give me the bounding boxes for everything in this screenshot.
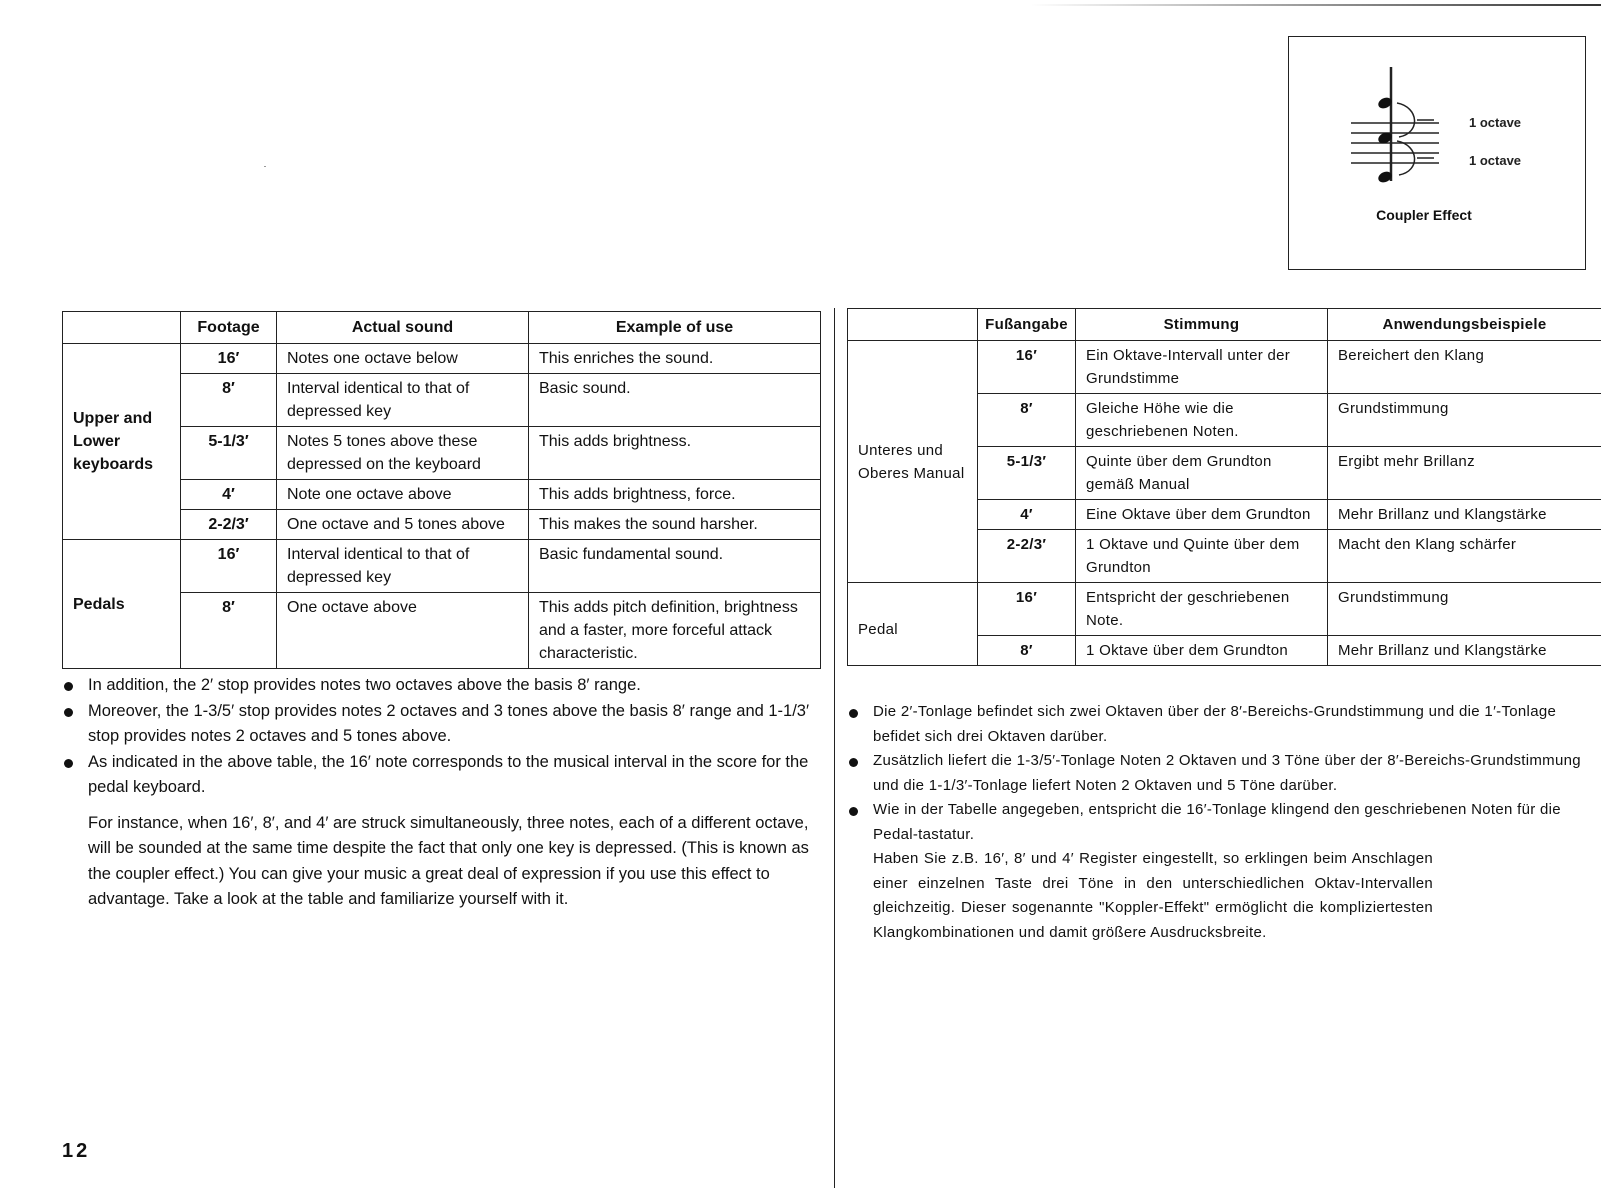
header-blank: [848, 309, 978, 341]
octave-label-upper: 1 octave: [1469, 115, 1522, 130]
list-item: Wie in der Tabelle angegeben, entspricht die 16′-Tonlage klingend den geschriebenen Noten für die Pedal-tastatur.: [847, 798, 1592, 847]
english-notes: [62, 673, 822, 913]
footage-cell: 5-1/3′: [181, 427, 277, 480]
sound-cell: Ein Oktave-Intervall unter der Grundstimme: [1076, 341, 1328, 394]
use-cell: This adds brightness, force.: [529, 480, 821, 510]
list-item: In addition, the 2′ stop provides notes two octaves above the basis 8′ range.: [62, 673, 822, 699]
use-cell: Grundstimmung: [1328, 394, 1601, 447]
footage-cell: 16′: [978, 583, 1076, 636]
use-cell: Bereichert den Klang: [1328, 341, 1601, 394]
footage-cell: 8′: [978, 636, 1076, 666]
header-example-of-use: Example of use: [529, 312, 821, 344]
sound-cell: One octave above: [277, 593, 529, 669]
header-stimmung: Stimmung: [1076, 309, 1328, 341]
footage-cell: 2-2/3′: [181, 510, 277, 540]
header-actual-sound: Actual sound: [277, 312, 529, 344]
page-edge-shadow: [1030, 4, 1601, 6]
table-row: [63, 344, 821, 374]
list-item: As indicated in the above table, the 16′ note corresponds to the musical interval in the score for the pedal keyboard.: [62, 750, 822, 801]
footage-cell: 16′: [978, 341, 1076, 394]
table-header-row: [848, 309, 1601, 341]
use-cell: Mehr Brillanz und Klangstärke: [1328, 500, 1601, 530]
use-cell: Mehr Brillanz und Klangstärke: [1328, 636, 1601, 666]
sound-cell: 1 Oktave und Quinte über dem Grundton: [1076, 530, 1328, 583]
sound-cell: Interval identical to that of depressed key: [277, 540, 529, 593]
english-stops-table: [62, 311, 821, 669]
coupler-explanation-paragraph: For instance, when 16′, 8′, and 4′ are struck simultaneously, three notes, each of a different octave, will be sounded at the same time despite the fact that only one key is depressed. (This is known as the coupler effect.) You can give your music a great deal of expression if you use this effect to advantage. Take a look at the table and familiarize yourself with it.: [88, 813, 809, 908]
table-row: [848, 341, 1601, 394]
sound-cell: One octave and 5 tones above: [277, 510, 529, 540]
footage-cell: 2-2/3′: [978, 530, 1076, 583]
sound-cell: Notes one octave below: [277, 344, 529, 374]
header-fussangabe: Fußangabe: [978, 309, 1076, 341]
sound-cell: Quinte über dem Grundton gemäß Manual: [1076, 447, 1328, 500]
footage-cell: 5-1/3′: [978, 447, 1076, 500]
footage-cell: 8′: [181, 593, 277, 669]
footage-cell: 4′: [978, 500, 1076, 530]
group-pedals: Pedals: [63, 540, 181, 669]
use-cell: Basic sound.: [529, 374, 821, 427]
header-footage: Footage: [181, 312, 277, 344]
table-row: [63, 540, 821, 593]
header-blank: [63, 312, 181, 344]
use-cell: This enriches the sound.: [529, 344, 821, 374]
footage-cell: 16′: [181, 344, 277, 374]
octave-label-lower: 1 octave: [1469, 153, 1522, 168]
sound-cell: Gleiche Höhe wie die geschriebenen Noten.: [1076, 394, 1328, 447]
coupler-diagram: [1288, 36, 1586, 270]
group-unteres-oberes-manual: Unteres und Oberes Manual: [848, 341, 978, 583]
sound-cell: 1 Oktave über dem Grundton: [1076, 636, 1328, 666]
use-cell: Macht den Klang schärfer: [1328, 530, 1601, 583]
german-stops-table: [847, 308, 1601, 666]
use-cell: Basic fundamental sound.: [529, 540, 821, 593]
sound-cell: Entspricht der geschriebenen Note.: [1076, 583, 1328, 636]
use-cell: This makes the sound harsher.: [529, 510, 821, 540]
table-header-row: [63, 312, 821, 344]
footage-cell: 8′: [978, 394, 1076, 447]
page-number: 12: [62, 1140, 91, 1162]
coupler-caption: Coupler Effect: [1376, 207, 1472, 223]
footage-cell: 16′: [181, 540, 277, 593]
header-anwendungsbeispiele: Anwendungsbeispiele: [1328, 309, 1601, 341]
sound-cell: Interval identical to that of depressed key: [277, 374, 529, 427]
scan-speck: [264, 166, 266, 167]
list-item: Moreover, the 1-3/5′ stop provides notes 2 octaves and 3 tones above the basis 8′ range and 1-1/3′ stop provides notes 2 octaves and 5 tones above.: [62, 699, 822, 750]
sound-cell: Note one octave above: [277, 480, 529, 510]
sound-cell: Notes 5 tones above these depressed on the keyboard: [277, 427, 529, 480]
table-row: [848, 583, 1601, 636]
use-cell: This adds pitch definition, brightness and a faster, more forceful attack characteristic.: [529, 593, 821, 669]
use-cell: Grundstimmung: [1328, 583, 1601, 636]
group-pedal: Pedal: [848, 583, 978, 666]
staff-notes-illustration: [1289, 37, 1587, 271]
footage-cell: 8′: [181, 374, 277, 427]
footage-cell: 4′: [181, 480, 277, 510]
use-cell: Ergibt mehr Brillanz: [1328, 447, 1601, 500]
koppler-explanation-paragraph: Haben Sie z.B. 16′, 8′ und 4′ Register eingestellt, so erklingen beim Anschlagen einer einzelnen Taste drei Töne in den unterschiedlichen Oktav-Intervallen gleichzeitig. Dieser sogenannte "Koppler-Effekt" ermöglicht die kompliziertesten Klangkombinationen und damit größere Ausdrucksbreite.: [873, 850, 1433, 941]
group-upper-lower-keyboards: Upper and Lower keyboards: [63, 344, 181, 540]
list-item: Zusätzlich liefert die 1-3/5′-Tonlage Noten 2 Oktaven und 3 Töne über der 8′-Bereichs-Grundstimmung und die 1-1/3′-Tonlage liefert Noten 2 Oktaven und 5 Töne darüber.: [847, 749, 1592, 798]
sound-cell: Eine Oktave über dem Grundton: [1076, 500, 1328, 530]
german-notes: [847, 700, 1592, 945]
use-cell: This adds brightness.: [529, 427, 821, 480]
list-item: Die 2′-Tonlage befindet sich zwei Oktaven über der 8′-Bereichs-Grundstimmung und die 1′-Tonlage befidet sich drei Oktaven darüber.: [847, 700, 1592, 749]
column-divider: [834, 308, 835, 1188]
